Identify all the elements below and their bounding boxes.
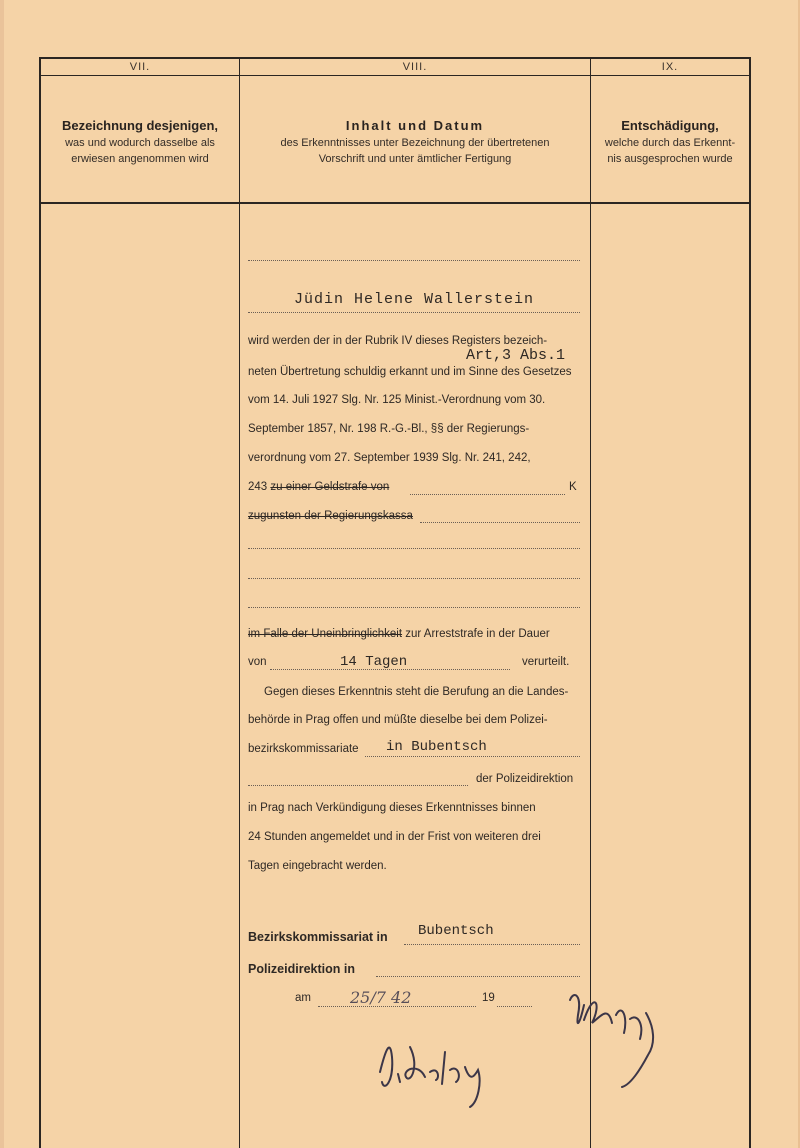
- commissariat-label: Bezirkskommissariat in: [248, 930, 388, 944]
- typed-commissariat-place: Bubentsch: [418, 923, 494, 939]
- blank-line: [248, 785, 468, 786]
- sentence-word: verurteilt.: [522, 656, 570, 668]
- blank-line: [420, 522, 580, 523]
- blank-line: [248, 548, 580, 549]
- blank-line: [404, 944, 580, 945]
- arrest-text: zur Arreststrafe in der Dauer: [405, 628, 550, 640]
- appeal-line: Tagen eingebracht werden.: [248, 860, 387, 872]
- numeral-row-divider: [39, 75, 751, 76]
- column-viii-title: Inhalt und Datum: [345, 118, 485, 133]
- verdict-line: neten Übertretung schuldig erkannt und im Sinne des Gesetzes: [248, 366, 572, 378]
- currency-label: K: [569, 481, 577, 493]
- signature-1: [370, 1022, 510, 1112]
- typed-article: Art,3 Abs.1: [466, 347, 566, 364]
- date-label: am: [295, 992, 311, 1004]
- struck-uncollectible-text: im Falle der Uneinbringlichkeit: [248, 628, 403, 640]
- paper-edge: [0, 0, 4, 1148]
- year-prefix: 19: [482, 992, 495, 1004]
- fine-line: [248, 481, 580, 493]
- appeal-line: in Prag nach Verkündigung dieses Erkenntnisses binnen: [248, 802, 536, 814]
- column-ix-numeral: IX.: [661, 61, 679, 73]
- column-viii-numeral: VIII.: [402, 61, 428, 73]
- typed-defendant-name: Jüdin Helene Wallerstein: [293, 291, 535, 308]
- verdict-line: wird werden der in der Rubrik IV dieses Registers bezeich-: [248, 335, 548, 347]
- duration-prefix: von: [248, 656, 267, 668]
- column-viii-subtitle-line: des Erkenntnisses unter Bezeichnung der übertretenen: [280, 137, 550, 149]
- column-viii-subtitle-line: Vorschrift und unter ämtlicher Fertigung: [318, 153, 512, 165]
- signature-2: [560, 975, 670, 1095]
- blank-line: [248, 312, 580, 313]
- verdict-line: verordnung vom 27. September 1939 Slg. Nr. 241, 242,: [248, 452, 531, 464]
- struck-treasury-text: zugunsten der Regierungskassa: [248, 510, 413, 522]
- column-vii-subtitle-line: was und wodurch dasselbe als: [65, 137, 215, 149]
- handwritten-date: 25/7 42: [350, 988, 412, 1007]
- column-ix-subtitle-line: welche durch das Erkennt-: [604, 137, 736, 149]
- blank-line: [376, 976, 580, 977]
- appeal-line: 24 Stunden angemeldet und in der Frist von weiteren drei: [248, 831, 541, 843]
- typed-commissariat-place: in Bubentsch: [386, 739, 487, 755]
- blank-line: [248, 260, 580, 261]
- column-vii-subtitle-line: erwiesen angenommen wird: [71, 153, 209, 165]
- column-ix-title: Entschädigung,: [621, 118, 719, 133]
- column-viii-subtitle: [240, 135, 590, 167]
- column-ix-subtitle-line: nis ausgesprochen wurde: [607, 153, 733, 165]
- verdict-line: September 1857, Nr. 198 R.-G.-Bl., §§ der Regierungs-: [248, 423, 530, 435]
- appeal-line: der Polizeidirektion: [476, 773, 574, 785]
- appeal-line: bezirkskommissariate: [248, 743, 359, 755]
- verdict-section-number: 243: [248, 481, 268, 493]
- blank-line: [248, 607, 580, 608]
- column-vii-numeral: VII.: [129, 61, 151, 73]
- blank-line: [365, 756, 580, 757]
- appeal-line: behörde in Prag offen und müßte dieselbe bei dem Polizei-: [248, 714, 548, 726]
- blank-line: [248, 578, 580, 579]
- blank-line: [410, 494, 565, 495]
- police-directorate-label: Polizeidirektion in: [248, 962, 355, 976]
- typed-duration: 14 Tagen: [340, 654, 408, 670]
- column-ix-subtitle: [591, 135, 749, 167]
- appeal-line: Gegen dieses Erkenntnis steht die Berufung an die Landes-: [264, 686, 569, 698]
- struck-fine-text: zu einer Geldstrafe von: [270, 481, 390, 493]
- column-vii-subtitle: [41, 135, 239, 167]
- verdict-line: vom 14. Juli 1927 Slg. Nr. 125 Minist.-Verordnung vom 30.: [248, 394, 546, 406]
- blank-line: [497, 1006, 532, 1007]
- column-vii-title: Bezeichnung desjenigen,: [61, 118, 219, 133]
- arrest-line: [248, 628, 580, 640]
- header-divider: [39, 202, 751, 204]
- column-divider: [239, 57, 240, 1148]
